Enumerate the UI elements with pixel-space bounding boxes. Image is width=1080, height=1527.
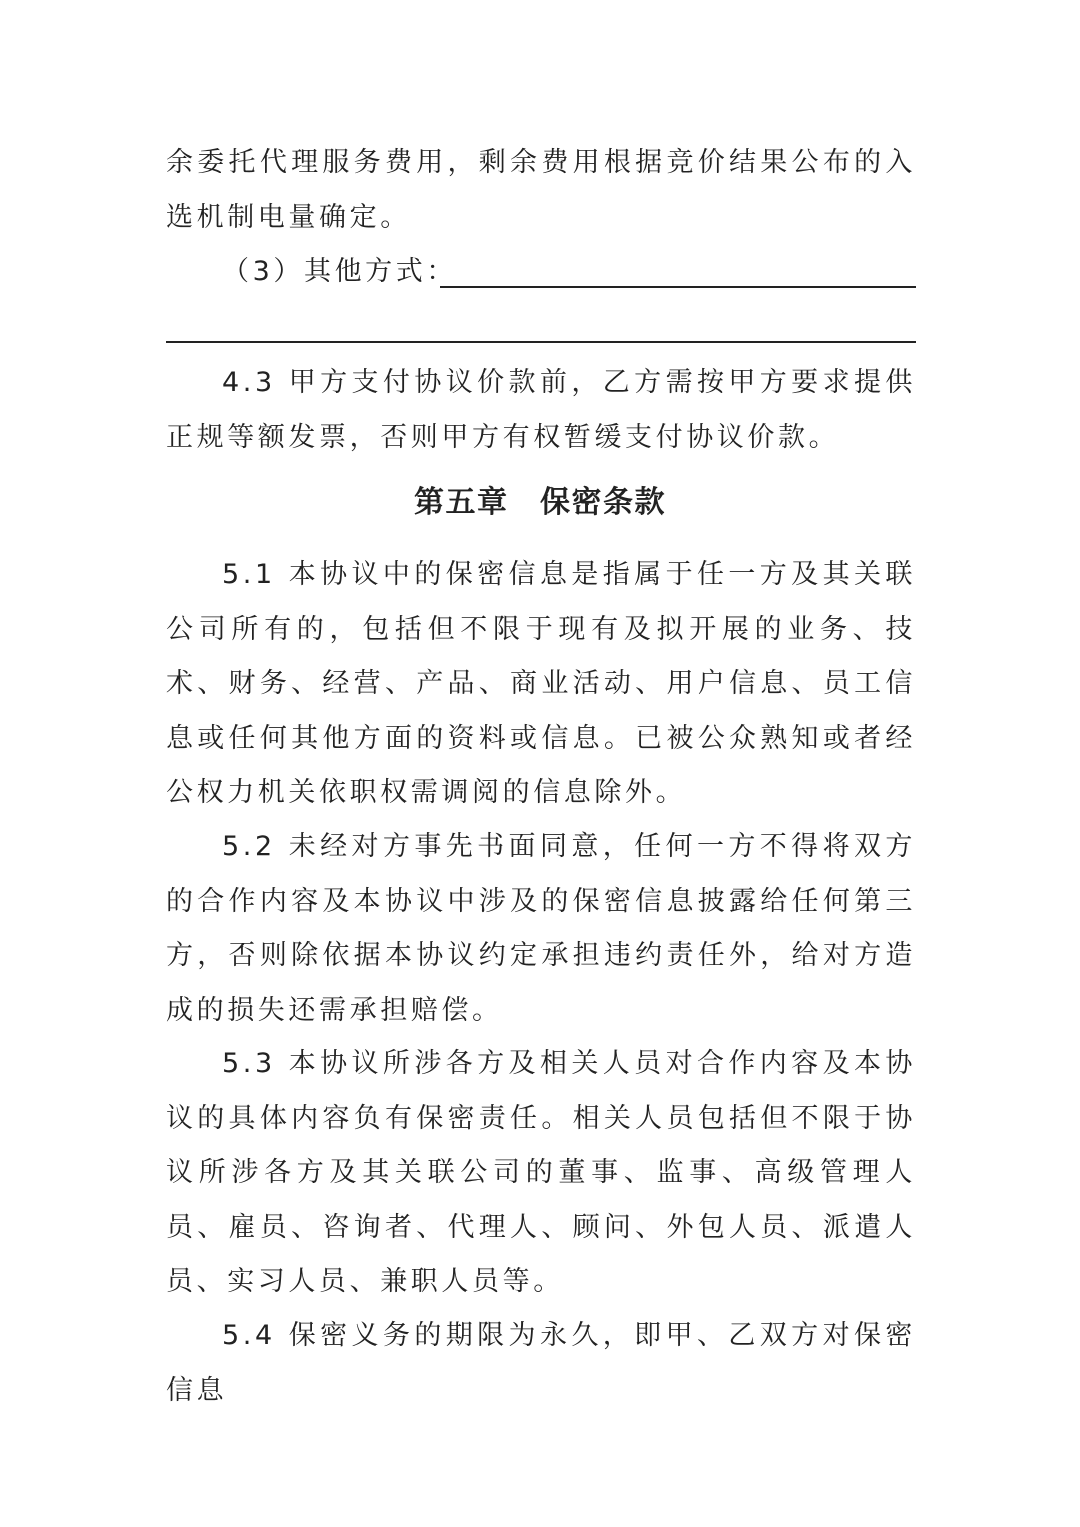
clause-5-3: 5.3 本协议所涉各方及相关人员对合作内容及本协议的具体内容负有保密责任。相关人员包括但不限于协议所涉各方及其关联公司的董事、监事、高级管理人员、雇员、咨询者、代理人、顾问、外包人员、派遣人员、实习人员、兼职人员等。 [166, 1048, 916, 1297]
clause-5-4: 5.4 保密义务的期限为永久，即甲、乙双方对保密信息 [166, 1320, 916, 1406]
other-method-label: （3）其他方式： [222, 256, 457, 287]
other-method-blank-line-2 [166, 341, 916, 343]
chapter-title: 第五章 保密条款 [414, 485, 666, 520]
clause-4-3: 4.3 甲方支付协议价款前，乙方需按甲方要求提供正规等额发票，否则甲方有权暂缓支付协议价款。 [166, 367, 916, 453]
continuation-paragraph: 余委托代理服务费用，剩余费用根据竞价结果公布的入选机制电量确定。 [166, 147, 916, 233]
clause-5-1: 5.1 本协议中的保密信息是指属于任一方及其关联公司所有的，包括但不限于现有及拟开展的业务、技术、财务、经营、产品、商业活动、用户信息、员工信息或任何其他方面的资料或信息。已被公众熟知或者经公权力机关依职权需调阅的信息除外。 [166, 559, 916, 808]
clause-5-2: 5.2 未经对方事先书面同意，任何一方不得将双方的合作内容及本协议中涉及的保密信息披露给任何第三方，否则除依据本协议约定承担违约责任外，给对方造成的损失还需承担赔偿。 [166, 831, 916, 1026]
other-method-blank-line-1 [440, 286, 916, 288]
